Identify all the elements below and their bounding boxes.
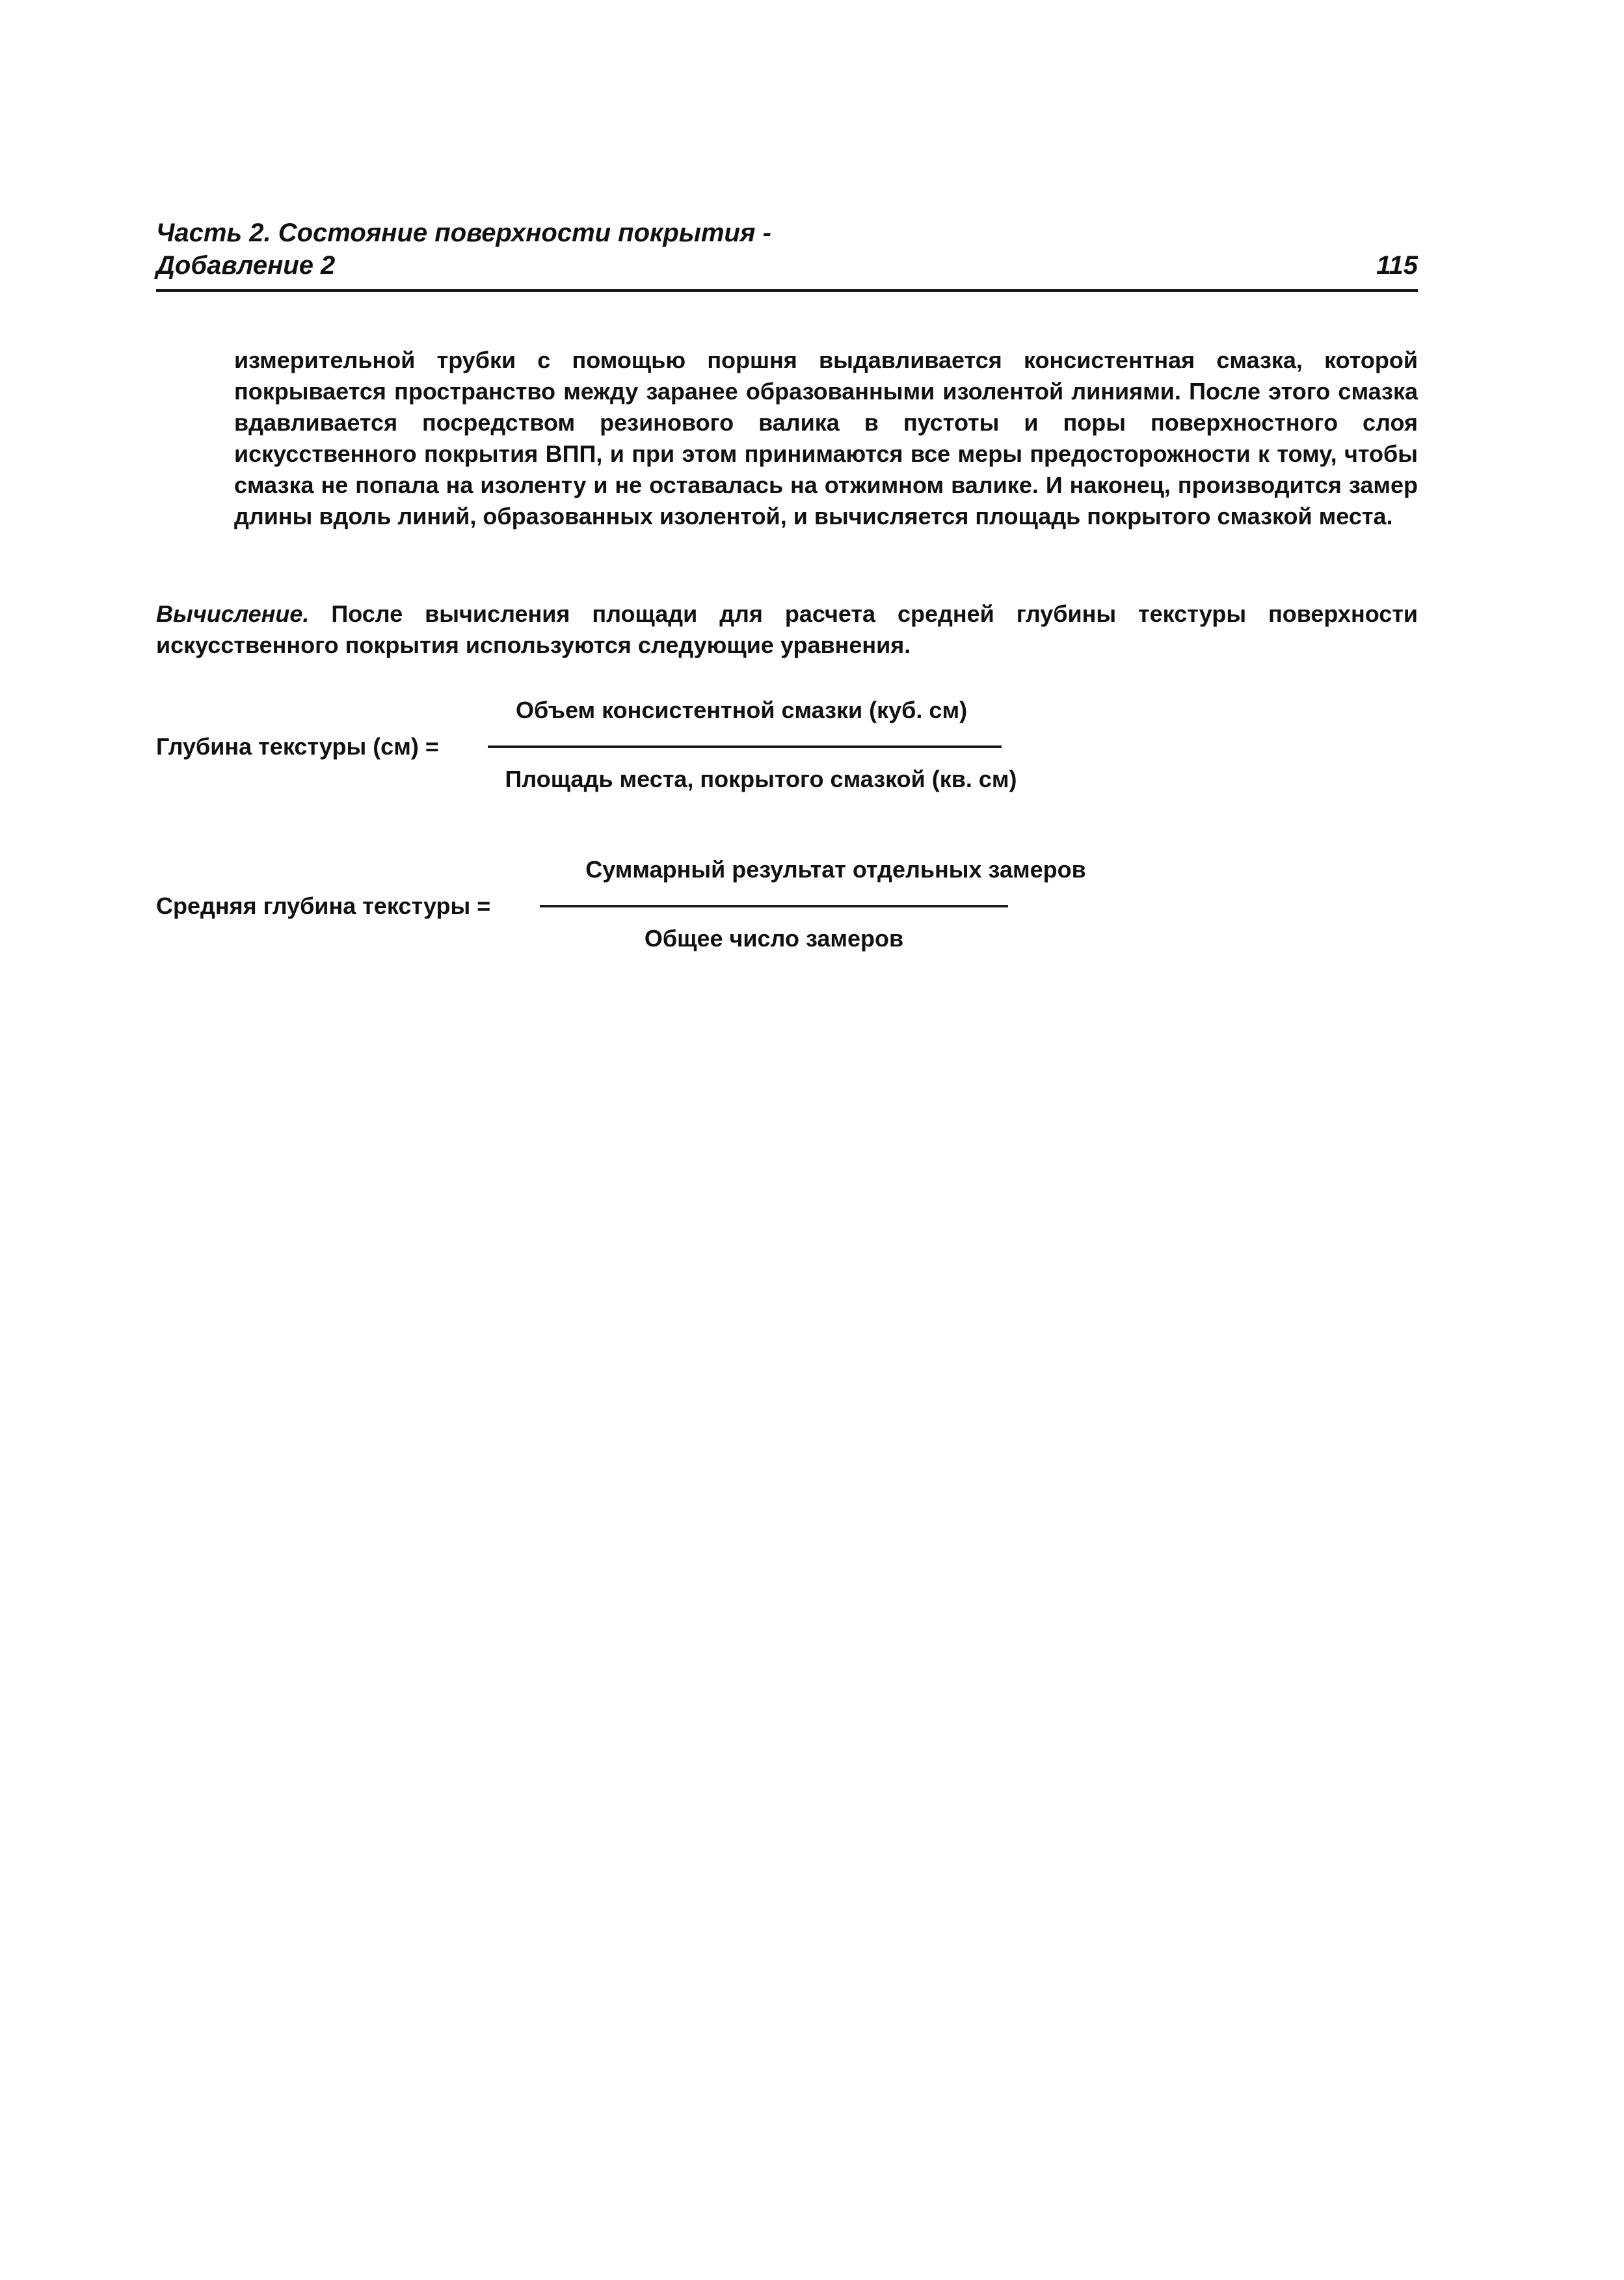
formula-average-depth-numerator: Суммарный результат отдельных замеров [585, 856, 1086, 883]
formula-texture-depth-numerator: Объем консистентной смазки (куб. см) [515, 697, 968, 723]
formula-average-depth-lhs: Средняя глубина текстуры = [156, 892, 491, 919]
formula-average-depth [156, 855, 1197, 959]
header-part-title: Часть 2. Состояние поверхности покрытия - [156, 219, 771, 247]
formula-texture-depth [156, 696, 1197, 800]
formula-texture-depth-denominator: Площадь места, покрытого смазкой (кв. см) [505, 766, 1017, 792]
page-number: 115 [1376, 251, 1418, 280]
formula-average-depth-fraction-bar [540, 905, 1008, 907]
formula-texture-depth-lhs: Глубина текстуры (см) = [156, 733, 439, 760]
body-paragraph: измерительной трубки с помощью поршня выдавливается консистентная смазка, которой покрывается пространство между заранее образованными изолентой линиями. После этого смазка вдавливается посредством резинового валика в пустоты и поры поверхностного слоя искусственного покрытия ВПП, и при этом принимаются все меры предосторожности к тому, чтобы смазка не попала на изоленту и не оставалась на отжимном валике. И наконец, производится замер длины вдоль линий, образованных изолентой, и вычисляется площадь покрытого смазкой места. [234, 347, 1418, 530]
header-supplement-title: Добавление 2 [156, 251, 336, 280]
calculation-lead: Вычисление. [156, 600, 310, 627]
formula-texture-depth-fraction-bar [488, 745, 1002, 748]
running-header [156, 213, 1418, 292]
calculation-text: После вычисления площади для расчета средней глубины текстуры поверхности искусственного покрытия используются следующие уравнения. [156, 600, 1418, 658]
calculation-paragraph [156, 598, 1418, 661]
formula-average-depth-denominator: Общее число замеров [644, 925, 904, 952]
